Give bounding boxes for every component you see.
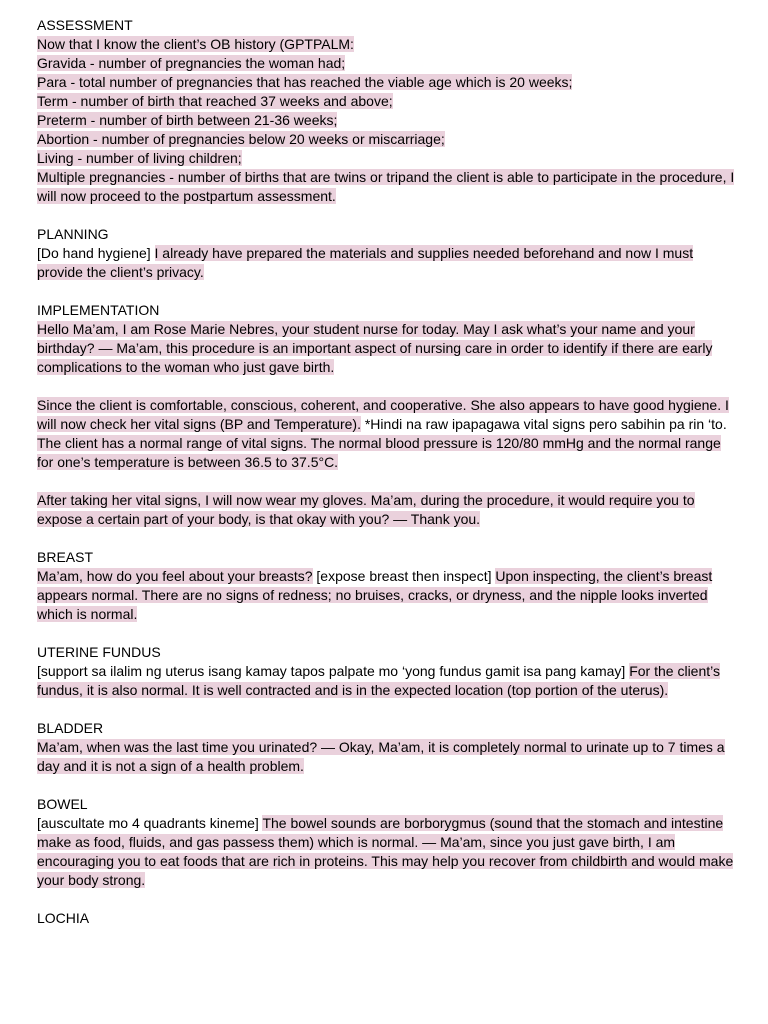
uterine-fundus-note: [support sa ilalim ng uterus isang kamay tapos palpate mo ‘yong fundus gamit isa pang kamay] xyxy=(37,663,626,679)
assessment-line: Now that I know the client’s OB history (GPTPALM: xyxy=(37,36,354,52)
uterine-fundus-heading: UTERINE FUNDUS xyxy=(37,644,161,660)
bowel-paragraph: [auscultate mo 4 quadrants kineme] The bowel sounds are borborygmus (sound that the stomach and intestine make as food, fluids, and gas passess them) which is normal. — Ma’am, since you just gave birth, I am encouraging you to eat foods that are rich in proteins. This may help you recover from childbirth and would make your body strong. xyxy=(37,815,734,888)
uterine-fundus-paragraph: [support sa ilalim ng uterus isang kamay tapos palpate mo ‘yong fundus gamit isa pang kamay] For the client’s fundus, it is also normal. It is well contracted and is in the expected location (top portion of the uterus). xyxy=(37,663,720,698)
planning-note: [Do hand hygiene] xyxy=(37,245,151,261)
planning-text: I already have prepared the materials and supplies needed beforehand and now I must provide the client’s privacy. xyxy=(37,245,694,280)
implementation-heading: IMPLEMENTATION xyxy=(37,302,160,318)
assessment-section xyxy=(37,16,740,206)
lochia-heading: LOCHIA xyxy=(37,910,90,926)
assessment-line: Preterm - number of birth between 21-36 weeks; xyxy=(37,112,338,128)
breast-heading: BREAST xyxy=(37,549,94,565)
assessment-line: Abortion - number of pregnancies below 20 weeks or miscarriage; xyxy=(37,131,445,147)
bowel-heading: BOWEL xyxy=(37,796,88,812)
assessment-line: Multiple pregnancies - number of births that are twins or tripand the client is able to participate in the procedure, I will now proceed to the postpartum assessment. xyxy=(37,169,735,204)
implementation-section-2 xyxy=(37,396,740,472)
assessment-line: Term - number of birth that reached 37 weeks and above; xyxy=(37,93,393,109)
assessment-heading: ASSESSMENT xyxy=(37,17,133,33)
bladder-heading: BLADDER xyxy=(37,720,104,736)
bladder-section xyxy=(37,719,740,776)
assessment-line: Para - total number of pregnancies that has reached the viable age which is 20 weeks; xyxy=(37,74,573,90)
bowel-section xyxy=(37,795,740,890)
planning-heading: PLANNING xyxy=(37,226,109,242)
assessment-line: Gravida - number of pregnancies the woman had; xyxy=(37,55,346,71)
planning-section xyxy=(37,225,740,282)
document-page xyxy=(37,16,740,947)
assessment-line: Living - number of living children; xyxy=(37,150,242,166)
implementation-section-3 xyxy=(37,491,740,529)
breast-section xyxy=(37,548,740,624)
implementation-paragraph-3: After taking her vital signs, I will now wear my gloves. Ma’am, during the procedure, it would require you to expose a certain part of your body, is that okay with you? — Thank you. xyxy=(37,492,695,527)
lochia-section xyxy=(37,909,740,928)
uterine-fundus-section xyxy=(37,643,740,700)
bowel-note: [auscultate mo 4 quadrants kineme] xyxy=(37,815,259,831)
vital-signs-note: *Hindi na raw ipapagawa vital signs pero sabihin pa rin ‘to. xyxy=(364,416,727,432)
implementation-paragraph-1: Hello Ma’am, I am Rose Marie Nebres, your student nurse for today. May I ask what’s your name and your birthday? — Ma’am, this procedure is an important aspect of nursing care in order to identify if there are early complications to the woman who just gave birth. xyxy=(37,321,713,375)
implementation-paragraph-2: Since the client is comfortable, conscious, coherent, and cooperative. She also appears to have good hygiene. I will now check her vital signs (BP and Temperature). *Hindi na raw ipapagawa vital signs pero sabihin pa rin ‘to. The client has a normal range of vital signs. The normal blood pressure is 120/80 mmHg and the normal range for one’s temperature is between 36.5 to 37.5°C. xyxy=(37,397,729,470)
bladder-paragraph: Ma’am, when was the last time you urinated? — Okay, Ma’am, it is completely normal to urinate up to 7 times a day and it is not a sign of a health problem. xyxy=(37,739,725,774)
implementation-section xyxy=(37,301,740,377)
planning-paragraph xyxy=(37,244,740,282)
breast-paragraph: Ma’am, how do you feel about your breasts? [expose breast then inspect] Upon inspecting, the client’s breast appears normal. There are no signs of redness; no bruises, cracks, or dryness, and the nipple looks inverted which is normal. xyxy=(37,568,713,622)
breast-note: [expose breast then inspect] xyxy=(316,568,492,584)
